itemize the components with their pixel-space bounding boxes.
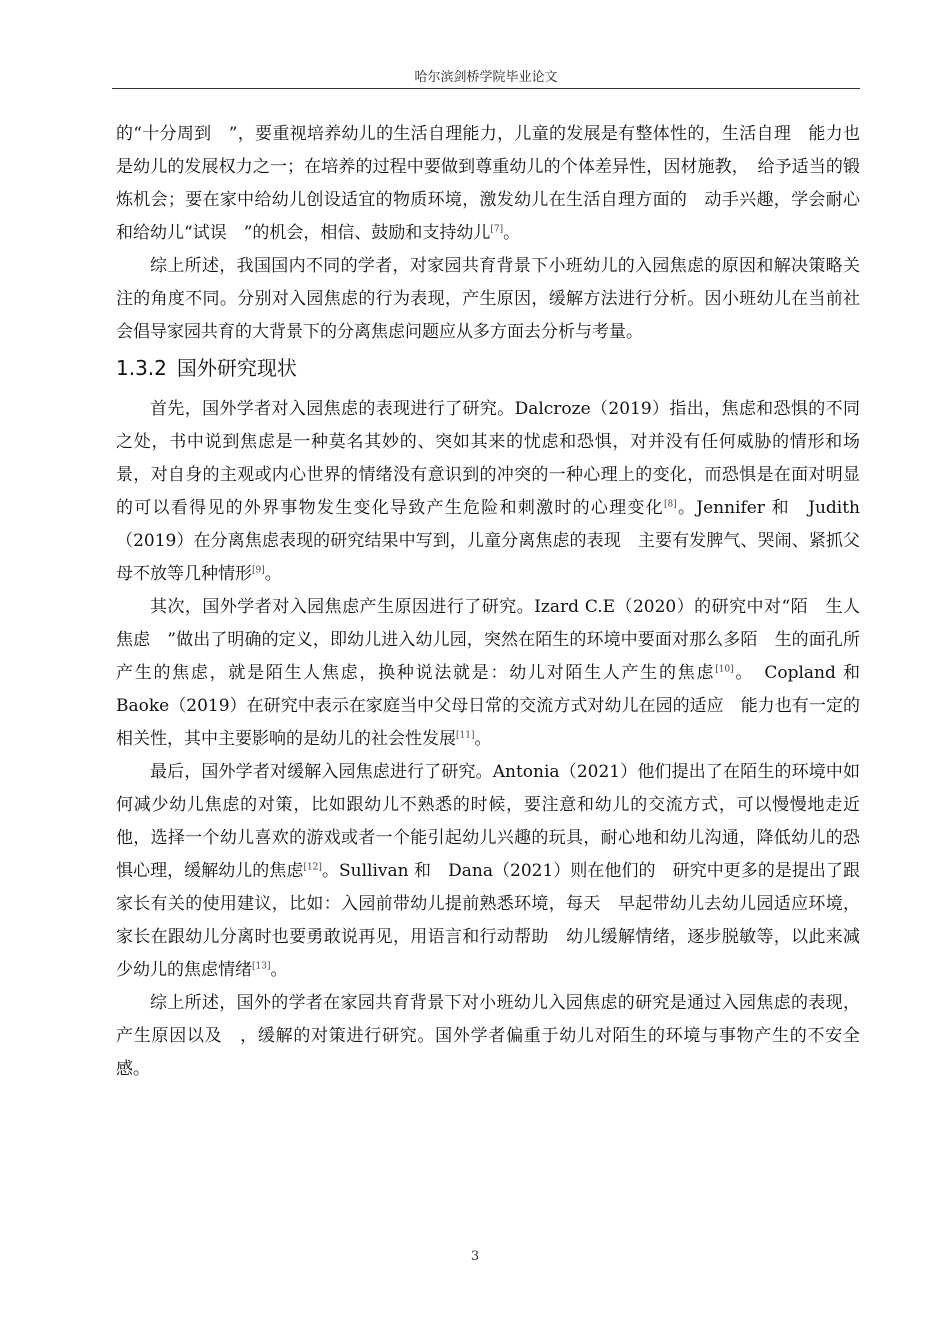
document-body [116,118,878,1086]
paragraph-end: 。 [264,564,282,584]
page-header-title: 哈尔滨剑桥学院毕业论文 [414,70,558,85]
citation-12: [12] [303,862,322,873]
section-title: 国外研究现状 [176,356,297,380]
citation-11: [11] [456,730,475,741]
paragraph-text: 。Sullivan 和 Dana（2021）则在他们的 研究中更多的是提出了跟家长有关的使用建议，比如：入园前带幼儿提前熟悉环境，每天 早起带幼儿去幼儿园适应环境，家长在跟幼儿分离时也要勇敢说再见，用语言和行动帮助 幼儿缓解情绪，逐步脱敏等，以此来减少幼儿的焦虑情绪 [116,861,861,980]
paragraph-text: 最后，国外学者对缓解入园焦虑进行了研究。Antonia（2021）他们提出了在陌生的环境中如何减少幼儿焦虑的对策，比如跟幼儿不熟悉的时候，要注意和幼儿的交流方式，可以慢慢地走近他，选择一个幼儿喜欢的游戏或者一个能引起幼儿兴趣的玩具，耐心地和幼儿沟通，降低幼儿的恐惧心理，缓解幼儿的焦虑 [116,762,860,881]
citation-10: [10] [715,664,734,675]
section-heading [116,351,860,385]
section-number: 1.3.2 [116,356,167,380]
citation-8: [8] [663,499,677,510]
header-divider [112,88,860,89]
paragraph-end: 。 [503,223,521,243]
paragraph-2: 综上所述，我国国内不同的学者，对家园共育背景下小班幼儿的入园焦虑的原因和解决策略关注的角度不同。分别对入园焦虑的行为表现，产生原因，缓解方法进行分析。因小班幼儿在当前社会倡导家园共育的大背景下的分离焦虑问题应从多方面去分析与考量。 [116,256,860,342]
citation-7: [7] [490,224,504,235]
paragraph-text: 其次，国外学者对入园焦虑产生原因进行了研究。Izard C.E（2020）的研究中对“陌 生人焦虑 ”做出了明确的定义，即幼儿进入幼儿园，突然在陌生的环境中要面对那么多陌 生的面孔所产生的焦虑，就是陌生人焦虑，换种说法就是：幼儿对陌生人产生的焦虑 [116,597,860,683]
paragraph-6: 综上所述，国外的学者在家园共育背景下对小班幼儿入园焦虑的研究是通过入园焦虑的表现，产生原因以及 ，缓解的对策进行研究。国外学者偏重于幼儿对陌生的环境与事物产生的不安全感。 [116,993,860,1079]
citation-13: [13] [252,961,271,972]
paragraph-5 [116,756,860,987]
paragraph-text: 的“十分周到 ”，要重视培养幼儿的生活自理能力，儿童的发展是有整体性的，生活自理 能力也是幼儿的发展权力之一；在培养的过程中要做到尊重幼儿的个体差异性，因材施教， 给予适当的锻炼机会；要在家中给幼儿创设适宜的物质环境，激发幼儿在生活自理方面的 动手兴趣，学会耐心和给幼儿“试误 ”的机会，相信、鼓励和支持幼儿 [116,124,860,243]
paragraph-1 [116,118,860,250]
paragraph-4 [116,591,878,756]
paragraph-text: 。 Copland 和 Baoke（2019）在研究中表示在家庭当中父母日常的交流方式对幼儿在园的适应 能力也有一定的相关性，其中主要影响的是幼儿的社会性发展 [116,663,878,749]
page-number: 3 [470,1249,480,1264]
citation-9: [9] [252,565,265,576]
paragraph-end: 。 [474,729,492,749]
paragraph-text: 。Jennifer 和 Judith（2019）在分离焦虑表现的研究结果中写到，儿童分离焦虑的表现 主要有发脾气、哭闹、紧抓父母不放等几种情形 [116,498,861,584]
paragraph-text: 首先，国外学者对入园焦虑的表现进行了研究。Dalcroze（2019）指出，焦虑和恐惧的不同之处，书中说到焦虑是一种莫名其妙的、突如其来的忧虑和恐惧，对并没有任何威胁的情形和场景，对自身的主观或内心世界的情绪没有意识到的冲突的一种心理上的变化，而恐惧是在面对明显的可以看得见的外界事物发生变化导致产生危险和刺激时的心理变化 [116,399,860,518]
paragraph-end: 。 [270,960,288,980]
paragraph-3 [116,393,860,591]
